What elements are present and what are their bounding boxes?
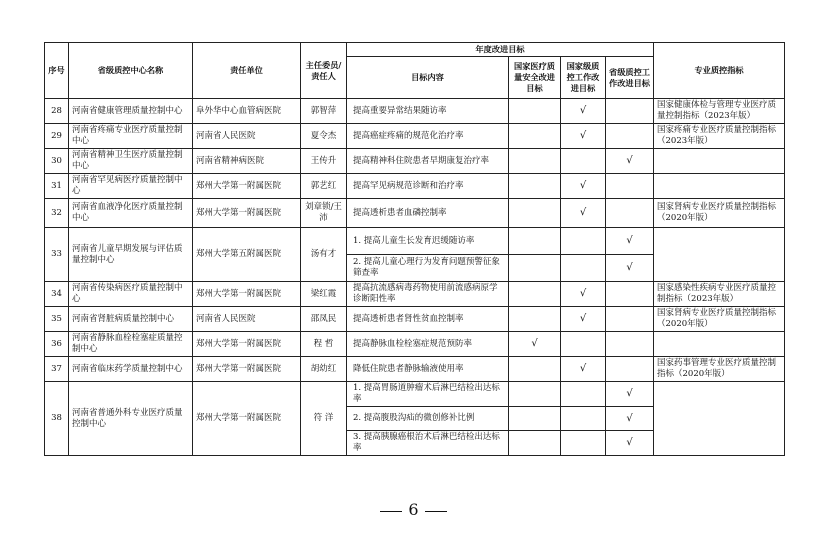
row-goal-check-col2: [561, 255, 606, 282]
row-unit: 郑州大学第一附属医院: [193, 382, 301, 456]
check-mark: √: [626, 235, 633, 246]
row-goal-check-col1: [509, 357, 561, 382]
row-seq: 35: [45, 307, 69, 332]
check-mark: √: [579, 105, 587, 116]
table-row: [45, 99, 785, 124]
row-goal-content: 提高重要异常结果随访率: [347, 99, 509, 124]
row-center-name: 河南省临床药学质量控制中心: [69, 357, 193, 382]
row-person: 夏令杰: [301, 124, 347, 149]
row-goal-check-col1: [509, 255, 561, 282]
row-unit: 河南省人民医院: [193, 124, 301, 149]
row-person: 胡幼红: [301, 357, 347, 382]
row-center-name: 河南省静脉血栓栓塞症质量控制中心: [69, 332, 193, 357]
row-goal-check-col2: [561, 307, 606, 332]
table-row: [45, 282, 785, 307]
row-center-name: 河南省精神卫生医疗质量控制中心: [69, 149, 193, 174]
row-center-name: 河南省疼痛专业医疗质量控制中心: [69, 124, 193, 149]
row-goal-check-col2: [561, 332, 606, 357]
header-indicators: 专业质控指标: [654, 43, 785, 99]
row-indicator: [654, 332, 785, 357]
check-mark: √: [626, 262, 633, 273]
row-goal-content: 2. 提高腹股沟疝的微创修补比例: [347, 407, 509, 431]
row-indicator: 国家健康体检与管理专业医疗质量控制指标（2023年版）: [654, 99, 785, 124]
row-goal-check-col1: [509, 199, 561, 228]
check-mark: √: [579, 313, 587, 324]
row-goal-check-col2: [561, 228, 606, 255]
row-unit: 郑州大学第一附属医院: [193, 199, 301, 228]
footer-dash-left: [380, 511, 402, 512]
row-center-name: 河南省肾脏病质量控制中心: [69, 307, 193, 332]
header-unit: 责任单位: [193, 43, 301, 99]
row-goal-check-col2: [561, 431, 606, 456]
row-person: 邵凤民: [301, 307, 347, 332]
row-goal-check-col1: [509, 332, 561, 357]
check-mark: √: [579, 288, 587, 299]
check-mark: √: [579, 130, 587, 141]
table-row: [45, 228, 785, 255]
row-person: 郭艺红: [301, 174, 347, 199]
table-row: [45, 124, 785, 149]
header-nat-safety: 国家医疗质量安全改进目标: [509, 57, 561, 99]
table-row: [45, 382, 785, 407]
row-goal-check-col2: [561, 124, 606, 149]
row-person: 郭智萍: [301, 99, 347, 124]
header-prov-center: 省级质控工作改进目标: [606, 57, 654, 99]
row-indicator: [654, 228, 785, 282]
page-number: 6: [408, 500, 419, 519]
row-seq: 36: [45, 332, 69, 357]
row-goal-content: 提高精神科住院患者早期康复治疗率: [347, 149, 509, 174]
row-goal-check-col1: [509, 149, 561, 174]
check-mark: √: [626, 155, 633, 166]
table-row: [45, 149, 785, 174]
page-footer: [0, 500, 827, 519]
row-indicator: 国家药事管理专业医疗质量控制指标（2020年版）: [654, 357, 785, 382]
footer-dash-right: [425, 511, 447, 512]
row-goal-content: 3. 提高胰腺癌根治术后淋巴结检出达标率: [347, 431, 509, 456]
row-seq: 32: [45, 199, 69, 228]
table-row: [45, 357, 785, 382]
row-goal-check-col2: [561, 382, 606, 407]
row-seq: 33: [45, 228, 69, 282]
row-seq: 31: [45, 174, 69, 199]
row-goal-check-col2: [561, 407, 606, 431]
row-person: 符 洋: [301, 382, 347, 456]
row-indicator: [654, 174, 785, 199]
check-mark: √: [579, 207, 587, 218]
row-center-name: 河南省罕见病医疗质量控制中心: [69, 174, 193, 199]
row-indicator: 国家感染性疾病专业医疗质量控制指标（2023年版）: [654, 282, 785, 307]
row-seq: 29: [45, 124, 69, 149]
table-row: [45, 174, 785, 199]
row-goal-check-col3: [606, 431, 654, 456]
row-indicator: 国家肾病专业医疗质量控制指标（2020年版）: [654, 199, 785, 228]
row-goal-check-col3: [606, 407, 654, 431]
row-seq: 34: [45, 282, 69, 307]
table-header: [45, 43, 785, 99]
row-goal-check-col3: [606, 149, 654, 174]
row-goal-check-col3: [606, 199, 654, 228]
header-goal-content: 目标内容: [347, 57, 509, 99]
row-unit: 郑州大学第五附属医院: [193, 228, 301, 282]
row-goal-check-col1: [509, 307, 561, 332]
row-goal-check-col2: [561, 149, 606, 174]
row-unit: 阜外华中心血管病医院: [193, 99, 301, 124]
row-goal-check-col3: [606, 357, 654, 382]
row-goal-content: 2. 提高儿童心理行为发育问题预警征象筛查率: [347, 255, 509, 282]
table-row: [45, 332, 785, 357]
row-goal-check-col2: [561, 99, 606, 124]
row-goal-content: 降低住院患者静脉输液使用率: [347, 357, 509, 382]
table-row: [45, 199, 785, 228]
row-seq: 37: [45, 357, 69, 382]
header-seq: 序号: [45, 43, 69, 99]
row-goal-check-col2: [561, 174, 606, 199]
check-mark: √: [626, 412, 633, 424]
row-indicator: [654, 382, 785, 456]
row-goal-check-col3: [606, 282, 654, 307]
row-goal-check-col3: [606, 382, 654, 407]
table-body: [45, 99, 785, 456]
header-goals-group: 年度改进目标: [347, 43, 654, 57]
row-indicator: [654, 149, 785, 174]
row-goal-check-col3: [606, 307, 654, 332]
row-center-name: 河南省血液净化医疗质量控制中心: [69, 199, 193, 228]
header-center: 省级质控中心名称: [69, 43, 193, 99]
row-center-name: 河南省健康管理质量控制中心: [69, 99, 193, 124]
row-goal-check-col1: [509, 407, 561, 431]
check-mark: √: [579, 180, 587, 191]
row-goal-content: 1. 提高胃肠道肿瘤术后淋巴结检出达标率: [347, 382, 509, 407]
row-unit: 郑州大学第一附属医院: [193, 332, 301, 357]
row-indicator: 国家肾病专业医疗质量控制指标（2020年版）: [654, 307, 785, 332]
row-indicator: 国家疼痛专业医疗质量控制指标（2023年版）: [654, 124, 785, 149]
row-person: 程 哲: [301, 332, 347, 357]
row-goal-check-col1: [509, 382, 561, 407]
row-goal-check-col3: [606, 124, 654, 149]
row-goal-check-col1: [509, 282, 561, 307]
check-mark: √: [531, 338, 538, 349]
check-mark: √: [579, 363, 587, 374]
row-goal-check-col3: [606, 174, 654, 199]
row-goal-check-col2: [561, 282, 606, 307]
row-goal-check-col1: [509, 431, 561, 456]
row-goal-check-col1: [509, 174, 561, 199]
row-seq: 38: [45, 382, 69, 456]
check-mark: √: [626, 388, 633, 399]
row-goal-content: 提高癌症疼痛的规范化治疗率: [347, 124, 509, 149]
row-person: 王传升: [301, 149, 347, 174]
row-unit: 河南省人民医院: [193, 307, 301, 332]
row-center-name: 河南省传染病医疗质量控制中心: [69, 282, 193, 307]
row-center-name: 河南省儿童早期发展与评估质量控制中心: [69, 228, 193, 282]
row-seq: 28: [45, 99, 69, 124]
row-person: 梁红霞: [301, 282, 347, 307]
row-unit: 郑州大学第一附属医院: [193, 174, 301, 199]
row-goal-check-col2: [561, 199, 606, 228]
row-unit: 郑州大学第一附属医院: [193, 357, 301, 382]
row-goal-content: 1. 提高儿童生长发育迟缓随访率: [347, 228, 509, 255]
row-goal-content: 提高罕见病规范诊断和治疗率: [347, 174, 509, 199]
table-row: [45, 307, 785, 332]
row-person: 刘章锁/王 沛: [301, 199, 347, 228]
row-goal-check-col2: [561, 357, 606, 382]
row-person: 汤有才: [301, 228, 347, 282]
row-goal-check-col1: [509, 99, 561, 124]
row-goal-check-col1: [509, 228, 561, 255]
row-seq: 30: [45, 149, 69, 174]
row-center-name: 河南省普通外科专业医疗质量控制中心: [69, 382, 193, 456]
row-goal-content: 提高抗流感病毒药物使用前流感病原学诊断阳性率: [347, 282, 509, 307]
row-goal-check-col3: [606, 99, 654, 124]
row-goal-check-col3: [606, 332, 654, 357]
check-mark: √: [626, 437, 633, 448]
row-goal-check-col1: [509, 124, 561, 149]
row-goal-content: 提高静脉血栓栓塞症规范预防率: [347, 332, 509, 357]
quality-goals-table: [44, 42, 785, 456]
row-goal-content: 提高透析患者肾性贫血控制率: [347, 307, 509, 332]
row-goal-check-col3: [606, 255, 654, 282]
row-goal-check-col3: [606, 228, 654, 255]
header-person: 主任委员/责任人: [301, 43, 347, 99]
row-unit: 河南省精神病医院: [193, 149, 301, 174]
header-nat-center: 国家级质控工作改进目标: [561, 57, 606, 99]
row-unit: 郑州大学第一附属医院: [193, 282, 301, 307]
row-goal-content: 提高透析患者血磷控制率: [347, 199, 509, 228]
